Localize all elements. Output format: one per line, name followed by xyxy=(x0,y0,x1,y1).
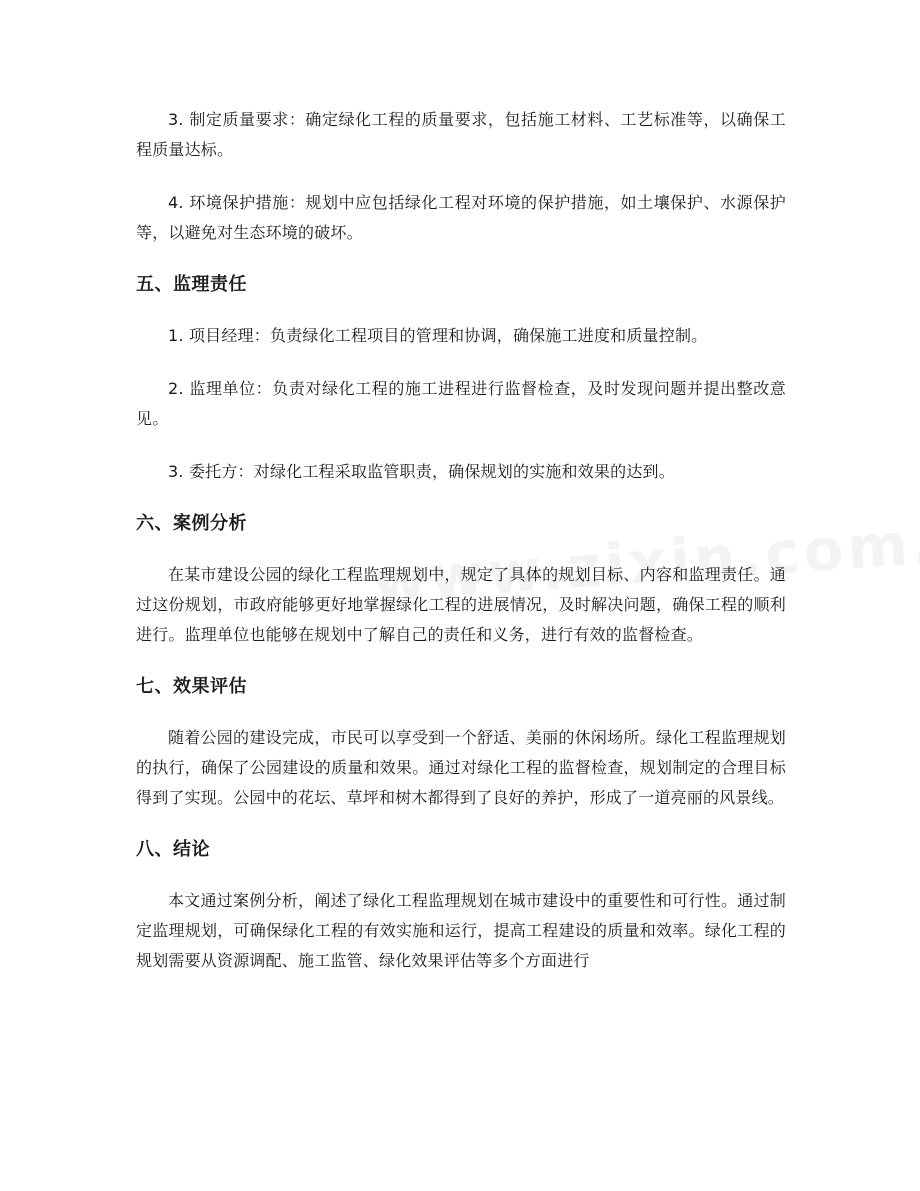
section-heading-conclusion: 八、结论 xyxy=(136,839,210,860)
paragraph-client: 3. 委托方：对绿化工程采取监管职责，确保规划的实施和效果的达到。 xyxy=(168,462,675,481)
section-heading-case-analysis: 六、案例分析 xyxy=(136,513,247,534)
paragraph-project-manager: 1. 项目经理：负责绿化工程项目的管理和协调，确保施工进度和质量控制。 xyxy=(168,326,708,345)
paragraph-effect-evaluation: 随着公园的建设完成，市民可以享受到一个舒适、美丽的休闲场所。绿化工程监理规划的执行，确保了公园建设的质量和效果。通过对绿化工程的监督检查，规划制定的合理目标得到了实现。公园中的花坛、草坪和树木都得到了良好的养护，形成了一道亮丽的风景线。 xyxy=(136,728,786,807)
paragraph-conclusion: 本文通过案例分析，阐述了绿化工程监理规划在城市建设中的重要性和可行性。通过制定监理规划，可确保绿化工程的有效实施和运行，提高工程建设的质量和效率。绿化工程的规划需要从资源调配、施工监管、绿化效果评估等多个方面进行 xyxy=(136,891,786,970)
paragraph-supervision-unit: 2. 监理单位：负责对绿化工程的施工进程进行监督检查，及时发现问题并提出整改意见。 xyxy=(136,379,786,428)
section-heading-effect-evaluation: 七、效果评估 xyxy=(136,676,247,697)
section-heading-supervision-responsibility: 五、监理责任 xyxy=(136,274,247,295)
paragraph-quality-requirements: 3. 制定质量要求：确定绿化工程的质量要求，包括施工材料、工艺标准等，以确保工程质量达标。 xyxy=(136,110,786,159)
paragraph-environmental-protection: 4. 环境保护措施：规划中应包括绿化工程对环境的保护措施，如土壤保护、水源保护等，以避免对生态环境的破坏。 xyxy=(136,193,786,242)
paragraph-case-analysis: 在某市建设公园的绿化工程监理规划中，规定了具体的规划目标、内容和监理责任。通过这份规划，市政府能够更好地掌握绿化工程的进展情况，及时解决问题，确保工程的顺利进行。监理单位也能够在规划中了解自己的责任和义务，进行有效的监督检查。 xyxy=(136,565,786,644)
document-body xyxy=(136,105,786,976)
